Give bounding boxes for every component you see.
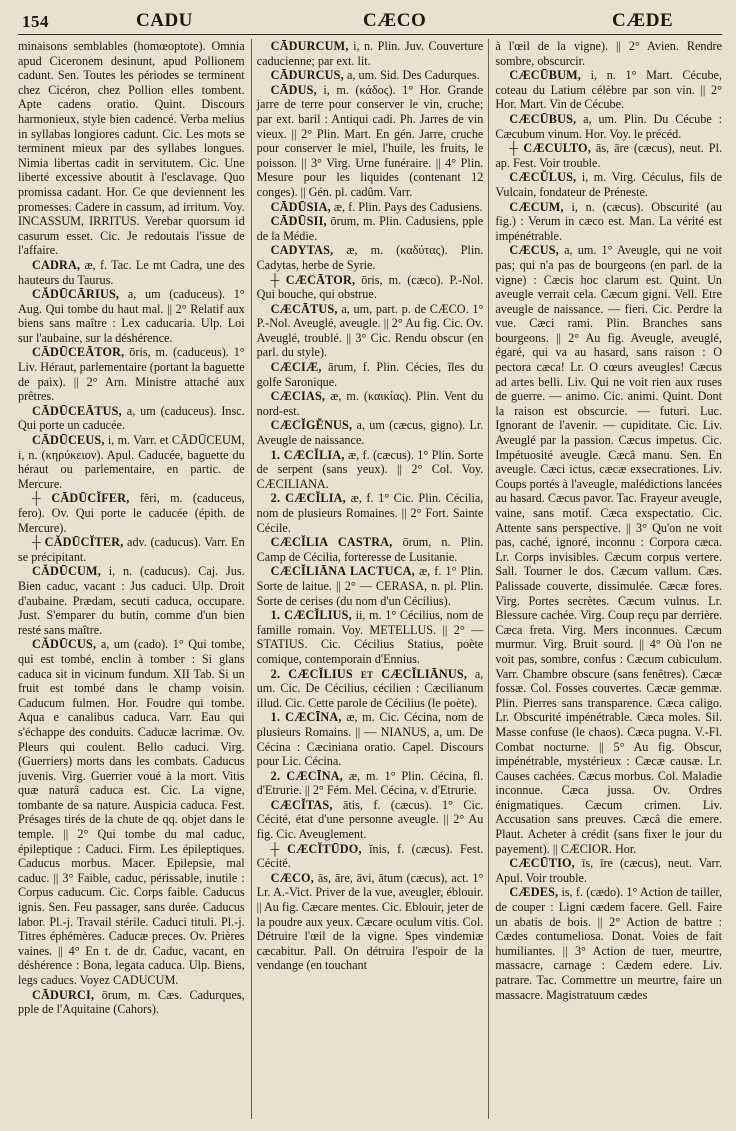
entry-headword: CÆCO, xyxy=(270,870,314,885)
entry-headword: ┼ CĀDŪCĬFER, xyxy=(32,491,130,506)
entry-headword: CĀDUS, xyxy=(270,82,317,97)
entry-text: æ, m. (καδύτας). Plin. Cadytas, herbe de Syrie. xyxy=(256,243,484,272)
entry-text: is, f. (cædo). 1° Action de tailler, de couper : Ligni cædem facere. Gell. Faire un abatis de bois. || 2° Action de battre : Cædes contumeliosa. Donat. Voies de fait humiliantes. || 3° Action de tuer, meurtre, massacre, carnage : Cædem edere. Liv. patrare. Tac. Commettre un meurtre, faire un massacre. Magistratuum cædes xyxy=(495,885,723,1002)
entry-headword: CĂDŪCUS, xyxy=(32,637,97,652)
running-head-center: CÆCO xyxy=(363,10,427,31)
dictionary-entry xyxy=(495,112,722,141)
entry-text: i, n. Plin. Juv. Couverture caducienne; par ext. lit. xyxy=(256,39,484,68)
running-head-right: CÆDE xyxy=(612,10,674,31)
entry-text: a, um, part. p. de CÆCO. 1° P.-Nol. Aveuglé, aveugle. || 2° Au fig. Cic. Ov. Aveuglé, troublé. || 3° Cic. Rendu obscur (en parl. du style). xyxy=(256,301,484,360)
dictionary-entry xyxy=(18,433,245,491)
entry-headword: CÆCŬLUS, xyxy=(509,170,577,185)
dictionary-entry xyxy=(495,39,722,68)
dictionary-entry xyxy=(495,170,722,199)
entry-headword: CÆCŪTIO, xyxy=(509,856,575,871)
column-middle xyxy=(251,39,490,1119)
entry-headword: CÆCIAS, xyxy=(270,389,326,404)
entry-text: ōrum, m. Plin. Cadusiens, pple de la Médie. xyxy=(256,214,484,243)
entry-text: ōris, m. (caduceus). 1° Liv. Héraut, parlementaire (portant la baguette de paix). || 2° Arn. Ministre attaché aux prêtres. xyxy=(18,345,245,404)
entry-headword: ┼ CÆCĬTŪDO, xyxy=(270,841,362,856)
entry-headword: CADRA, xyxy=(32,257,81,272)
entry-text: minaisons semblables (homœoptote). Omnia apud Ciceronem desinunt, apud Pollionem cadunt. Sen. Toutes les périodes se terminent chez Cicéron, chez Pollion elles tombent. Apte cadens oratio. Quint. Discours harmonieux, style bien cadencé. Verba melius in syllabas longiores cadunt. Cic. Les mots se terminent mieux par des syllabes longues. Nimia libertas cadit in servitutem. Cic. Une liberté excessive aboutit à l'esclavage. Quo promissa cadant. Hor. Ce que deviennent les promesses. Cadere in cassum, ad irritum. Voy. INCASSUM, IRRITUS. Verebar quorsum id casurum esset. Cic. Je redoutais l'issue de l'affaire. xyxy=(18,39,245,258)
entry-headword: CÆCĬLIA CASTRA, xyxy=(270,535,393,550)
dictionary-entry xyxy=(257,564,484,608)
entry-text: i, m. Virg. Céculus, fils de Vulcain, fondateur de Préneste. xyxy=(495,170,723,199)
entry-text: ātis, f. (cæcus). 1° Cic. Cécité, état d'une personne aveugle. || 2° Au fig. Cic. Aveuglement. xyxy=(256,797,484,842)
dictionary-entry xyxy=(495,885,722,1002)
page-number: 154 xyxy=(22,12,49,31)
entry-headword: CÆCĬGĔNUS, xyxy=(270,418,353,433)
entry-headword: CÆCUM, xyxy=(509,199,564,214)
entry-headword: 2. CÆCĬLIA, xyxy=(270,491,346,506)
dictionary-entry xyxy=(257,608,484,666)
dictionary-entry xyxy=(495,243,722,856)
column-left xyxy=(18,39,245,1119)
entry-text: æ, f. (cæcus). 1° Plin. Sorte de serpent (sans yeux). || 2° Col. Voy. CÆCILIANA. xyxy=(256,447,484,491)
dictionary-entry xyxy=(18,287,245,345)
entry-headword: CĀDŪCEUS, xyxy=(32,433,105,448)
dictionary-entry xyxy=(257,273,484,302)
entry-headword: 1. CÆCĪNA, xyxy=(270,710,342,725)
entry-headword: CĀDURCUS, xyxy=(270,68,344,83)
entry-headword: CĀDŪCEĀTOR, xyxy=(32,345,125,360)
dictionary-entry xyxy=(18,345,245,403)
entry-text: a, um (caduceus). 1° Aug. Qui tombe du haut mal. || 2° Relatif aux biens sans maître : Lex caducaria. Ulp. Loi sur l'aubaine, sur la déshérence. xyxy=(18,287,245,345)
entry-headword: CADYTAS, xyxy=(270,243,334,258)
entry-headword: CĂDŪCĀRIUS, xyxy=(32,287,120,302)
dictionary-entry xyxy=(495,200,722,244)
dictionary-entry xyxy=(257,710,484,768)
dictionary-entry xyxy=(257,200,484,215)
entry-text: a, um (caduceus). Insc. Qui porte un caducée. xyxy=(18,403,245,433)
entry-headword: CĀDURCUM, xyxy=(270,39,349,53)
dictionary-entry xyxy=(495,141,722,170)
entry-headword: ┼ CÆCĀTOR, xyxy=(270,272,356,287)
entry-headword: CĀDŪSII, xyxy=(270,214,327,229)
entry-headword: CÆCUS, xyxy=(509,243,559,258)
entry-headword: CÆCĬLIĀNA LACTUCA, xyxy=(270,564,415,579)
entry-text: i, n. (cæcus). Obscurité (au fig.) : Verum in cæco est. Man. La vérité est impénétrable. xyxy=(495,199,723,243)
dictionary-entry xyxy=(495,68,722,112)
entry-headword: CÆDES, xyxy=(509,885,559,900)
entry-text: ās, āre, āvi, ātum (cæcus), act. 1° Lr. A.-Vict. Priver de la vue, aveugler, éblouir. || Au fig. Cæcare mentes. Cic. Eblouir, jeter de la poudre aux yeux. Cæcare oculum vitis. Col. Détruire l'œil de la vigne. Spes vindemiæ cæcabitur. Pall. On détruira l'espoir de la vendange (en touchant xyxy=(256,870,484,973)
entry-text: i, n. 1° Mart. Cécube, coteau du Latium célèbre par son vin. || 2° Hor. Mart. Vin de Cécube. xyxy=(495,68,723,112)
entry-headword: 1. CÆCĬLIA, xyxy=(270,447,345,462)
entry-headword: CÆCĀTUS, xyxy=(270,301,338,316)
dictionary-entry xyxy=(18,564,245,637)
entry-text: i, m. (κάδος). 1° Hor. Grande jarre de terre pour conserver le vin, cruche; par ext. baril : Antiqui cadi. Ph. Jarres de vin vieux. || 2° Plin. Mart. En gén. Jarre, cruche pour conserver le miel, l'huile, les fruits, le poisson. || 3° Virg. Urne funéraire. || 4° Plin. Mesure pour les liquides (contenant 12 conges). || Gén. pl. cadûm. Varr. xyxy=(256,82,484,199)
dictionary-entry xyxy=(18,535,245,564)
dictionary-entry xyxy=(257,68,484,83)
entry-headword: CĀDŪSIA, xyxy=(270,199,331,214)
entry-text: à l'œil de la vigne). || 2° Avien. Rendre sombre, obscurcir. xyxy=(495,39,723,68)
entry-headword: CÆCŪBUS, xyxy=(509,111,577,126)
entry-text: a, um. Cic. De Cécilius, cécilien : Cæcilianum illud. Cic. Cette parole de Cécilius (le poète). xyxy=(256,666,484,710)
entry-text: adv. (caducus). Varr. En se précipitant. xyxy=(18,535,245,564)
entry-headword: CĀDURCI, xyxy=(32,987,95,1002)
entry-headword: CĂDŪCUM, xyxy=(32,564,101,579)
entry-text: æ, m. 1° Plin. Cécina, fl. d'Etrurie. || 2° Fém. Mel. Cécina, v. d'Etrurie. xyxy=(256,768,484,798)
dictionary-entry xyxy=(257,871,484,973)
dictionary-entry xyxy=(495,856,722,885)
entry-text: a, um. Plin. Du Cécube : Cæcubum vinum. Hor. Voy. le précéd. xyxy=(495,111,723,141)
dictionary-entry xyxy=(257,448,484,492)
dictionary-entry xyxy=(257,243,484,272)
entry-headword: 2. CÆCĪNA, xyxy=(270,768,343,783)
entry-text: æ, f. 1° Plin. Sorte de laitue. || 2° — CERASA, n. pl. Plin. Sorte de cerises (du nom d'un Cécilius). xyxy=(256,564,484,608)
page-header xyxy=(18,8,722,35)
dictionary-entry xyxy=(18,39,245,258)
entry-text: æ, f. Tac. Le mt Cadra, une des hauteurs du Taurus. xyxy=(18,257,245,287)
entry-text: ii, m. 1° Cécilius, nom de famille romain. Voy. METELLUS. || 2° — STATIUS. Cic. Cécilius Statius, poète comique, contemporain d'Ennius. xyxy=(256,608,484,666)
entry-text: a, um (cæcus, gigno). Lr. Aveugle de naissance. xyxy=(256,418,484,448)
entry-text: ōris, m. (cæco). P.-Nol. Qui bouche, qui obstrue. xyxy=(256,272,484,302)
entry-text: i, n. (caducus). Caj. Jus. Bien caduc, vacant : Jus caduci. Ulp. Droit d'aubaine. Prædam, secuti caduca, occupare. Just. S'emparer du butin, comme d'un bien resté sans maître. xyxy=(18,564,245,637)
dictionary-entry xyxy=(18,637,245,987)
dictionary-entry xyxy=(257,302,484,360)
dictionary-entry xyxy=(18,491,245,535)
entry-headword: ┼ CĂDŪCĬTER, xyxy=(32,535,124,550)
entry-text: ās, āre (cæcus), neut. Pl. ap. Fest. Voir trouble. xyxy=(495,141,723,170)
text-columns xyxy=(18,39,722,1119)
dictionary-entry xyxy=(257,83,484,200)
dictionary-entry xyxy=(257,769,484,798)
column-right xyxy=(495,39,722,1119)
dictionary-entry xyxy=(257,389,484,418)
entry-text: æ, m. Cic. Cécina, nom de plusieurs Romains. || — NIANUS, a, um. De Cécina : Cæciniana oratio. Capel. Discours pour Lic. Cécina. xyxy=(256,710,484,769)
entry-text: æ, f. Plin. Pays des Cadusiens. xyxy=(333,199,483,214)
dictionary-entry xyxy=(257,39,484,68)
entry-text: fĕri, m. (caduceus, fero). Ov. Qui porte le caducée (épith. de Mercure). xyxy=(18,491,245,535)
entry-text: ōrum, n. Plin. Camp de Cécilia, forteresse de Lusitanie. xyxy=(256,535,484,564)
dictionary-entry xyxy=(18,258,245,287)
dictionary-entry xyxy=(257,418,484,447)
entry-headword: CÆCĬTAS, xyxy=(270,797,333,812)
dictionary-entry xyxy=(257,667,484,711)
entry-headword: 2. CÆCĬLIUS et CÆCĬLIĀNUS, xyxy=(270,666,468,681)
dictionary-entry xyxy=(18,988,245,1017)
entry-text: ōrum, m. Cæs. Cadurques, pple de l'Aquitaine (Cahors). xyxy=(18,987,245,1017)
entry-text: ĭnis, f. (cæcus). Fest. Cécité. xyxy=(256,841,484,871)
entry-text: æ, m. (καικίας). Plin. Vent du nord-est. xyxy=(256,389,484,418)
dictionary-entry xyxy=(18,404,245,433)
entry-headword: ┼ CÆCULTO, xyxy=(509,141,591,156)
running-head-left: CADU xyxy=(136,10,193,31)
entry-text: īs, īre (cæcus), neut. Varr. Apul. Voir trouble. xyxy=(495,856,723,885)
entry-headword: CÆCIÆ, xyxy=(270,360,322,375)
dictionary-entry xyxy=(257,842,484,871)
entry-text: ārum, f. Plin. Cécies, îles du golfe Saronique. xyxy=(256,360,484,389)
entry-text: i, m. Varr. et CĀDŪCEUM, i, n. (κηρύκειον). Apul. Caducée, baguette du héraut ou parlementaire, en partic. de Mercure. xyxy=(18,433,245,491)
entry-headword: CĀDŪCEĀTUS, xyxy=(32,403,122,418)
entry-text: a, um. 1° Aveugle, qui ne voit pas; qui n'a pas de bourgeons (en parl. de la vigne) : Cæcis hoc clarum est. Quint. Un aveugle verrait cela. Cæcum gigni. Vell. Etre aveugle de naissance. — fieri. Cic. Perdre la vue. Cæci rami. Plin. Branches sans bourgeons. || 2° Au fig. Aveugle, aveuglé, égaré, qui va au hasard, sans raison : O pectora cæca! Lr. O cœurs aveugles! Cæcus ad artes belli. Liv. Qui ne voit rien aux ruses de guerre. — animo. Cic. animi. Quint. Dont la raison est obscurcie. — futuri. Luc. Ignorant de l'avenir. — cupiditate. Cic. Liv. Aveuglé par la passion. Cæcus impetus. Cic. Impétuosité aveugle. Cæcâ manu. Sen. En aveugle. Cæci ictus, cæcæ exsecrationes. Liv. Coups portés à l'aveugle, malédictions lancées au hasard. Cæcus pavor. Tac. Frayeur aveugle, vaine, sans motif. Cæca exspectatio. Cic. Attente sans perspective. || 3° Qu'on ne voit pas, caché, ignoré, inconnu : Corpora cæca. Lr. Corps invisibles. Cæcum corpus vertere. Sall. Tourner le dos. Cæcum vallum. Cæs. Palissade couverte, dissimulée. Cæcæ fores. Virg. Portes secrètes. Cæcum vulnus. Lr. Blessure cachée. Virg. Coup reçu par derrière. Cæca freta. Virg. Mers inconnues. Cæcum murmur. Virg. Bruit sourd. || 4° Où l'on ne voit pas, sombre, confus : Cæcum cubiculum. Varr. Chambre obscure (sans fenêtres). Cæcæ fossæ. Col. Fosses couvertes. Cæcæ gemmæ. Plin. Pierres sans transparence. Cæca caligo. Lr. Obscurité impénétrable. Cæca moles. Sil. Masse confuse (le chaos). Cæca pugna. V.-Fl. Combat nocturne. || 5° Au fig. Obscur, impénétrable, mystérieux : Cæcæ causæ. Lr. Causes cachées. Cæcus morbus. Col. Maladie inconnue. Cæca jussa. Ov. Ordres énigmatiques. Cæcum crimen. Liv. Accusation sans preuves. Cæcâ die emere. Plaut. Acheter à crédit (sans fixer le jour du payement). || CÆCIOR. Hor. xyxy=(495,243,723,856)
entry-headword: 1. CÆCĬLIUS, xyxy=(270,608,352,623)
entry-text: æ, f. 1° Cic. Plin. Cécilia, nom de plusieurs Romaines. || 2° Fort. Sainte Cécile. xyxy=(256,491,484,535)
entry-headword: CÆCŪBUM, xyxy=(509,68,582,83)
dictionary-entry xyxy=(257,214,484,243)
dictionary-entry xyxy=(257,360,484,389)
entry-text: a, um. Sid. Des Cadurques. xyxy=(346,68,480,83)
dictionary-entry xyxy=(257,535,484,564)
dictionary-entry xyxy=(257,491,484,535)
entry-text: a, um (cado). 1° Qui tombe, qui est tombé, enclin à tomber : Si glans caduca sit in vicinum fundum. XII Tab. Si un fruit est tombé dans le champ voisin. Caducum fulmen. Hor. Foudre qui tombe. Aqua e canalibus caduca. Varr. Eau qui s'échappe des conduits. Caducæ lacrimæ. Ov. Pleurs qui coulent. Bello caduci. Virg. (Guerriers) morts dans les combats. Caducus juvenis. Virg. Guerrier voué à la mort. Vitis quæ naturâ caduca est. Cic. La vigne, tombante de sa nature. Auspicia caduca. Fest. Présages tirés de la chute de qq. objet dans le temple. || 2° Qui tombe du mal caduc, épileptique : Caduci. Firm. Les épileptiques. Caducus morbus. Macer. Epilepsie, mal caduc. || 3° Faible, caduc, périssable, inutile : Corpus caducum. Cic. Corps faible. Caducus ignis. Sen. Feu passager, sans durée. Caducus labor. Pl.-j. Travail stérile. Caduci tituli. Pl.-j. Titres éphémères. Caducæ preces. Ov. Prières vaines. || 4° En t. de dr. Caduc, vacant, en déshérence : Bona, legata caduca. Ulp. Biens, legs caducs. Voyez CADUCUM. xyxy=(18,637,245,987)
dictionary-entry xyxy=(257,798,484,842)
